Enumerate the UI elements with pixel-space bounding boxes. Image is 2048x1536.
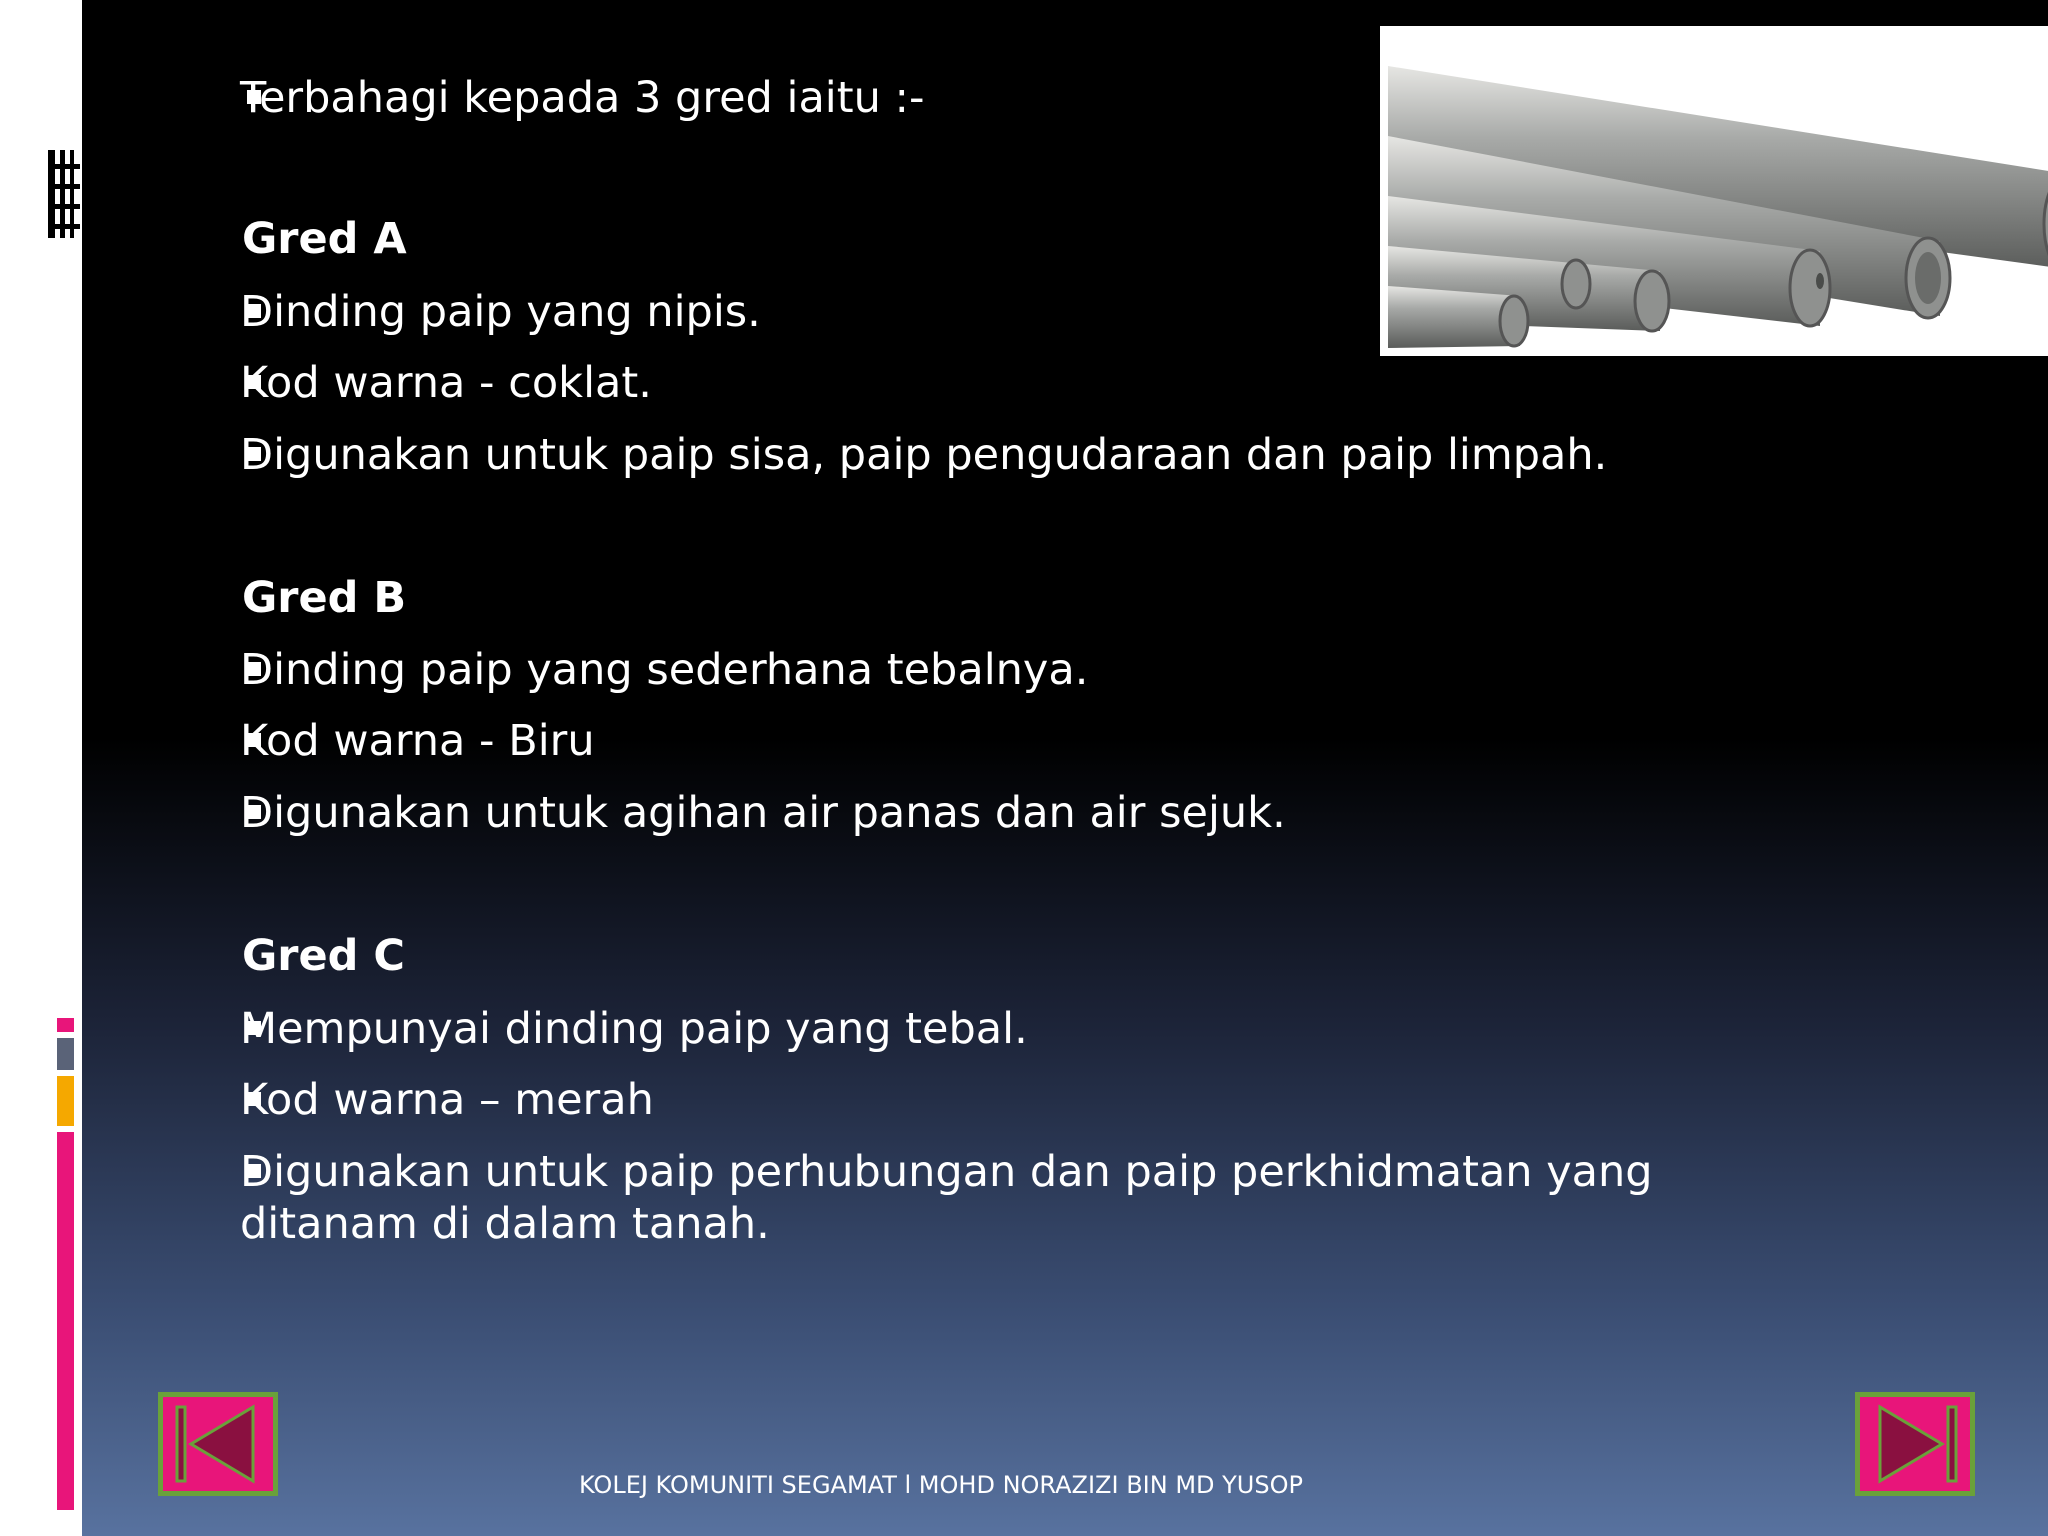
- grade-a-title: Gred A: [242, 214, 407, 264]
- grade-a-point-1: Dinding paip yang nipis.: [240, 287, 761, 337]
- grade-a-point-3: Digunakan untuk paip sisa, paip pengudaraan dan paip limpah.: [240, 430, 1608, 480]
- grade-b-point-3: Digunakan untuk agihan air panas dan air sejuk.: [240, 788, 1286, 838]
- accent-bar-orange: [57, 1076, 74, 1126]
- grade-c-point-3-continued: ditanam di dalam tanah.: [240, 1199, 770, 1249]
- grade-c-point-2: Kod warna – merah: [240, 1075, 654, 1125]
- next-slide-icon: [1860, 1397, 1970, 1491]
- decorative-lines-icon: [48, 150, 80, 238]
- grade-c-point-1: Mempunyai dinding paip yang tebal.: [240, 1004, 1028, 1054]
- intro-text: Terbahagi kepada 3 gred iaitu :-: [240, 73, 925, 123]
- accent-bar-gray: [57, 1038, 74, 1070]
- slide: [82, 0, 2048, 1536]
- slide-content: [82, 0, 2048, 1536]
- grade-a-point-2: Kod warna - coklat.: [240, 358, 652, 408]
- left-strip: [0, 0, 82, 1536]
- grade-c-point-3: Digunakan untuk paip perhubungan dan paip perkhidmatan yang: [240, 1147, 1653, 1197]
- grade-b-point-2: Kod warna - Biru: [240, 716, 595, 766]
- next-slide-button[interactable]: [1855, 1392, 1975, 1496]
- accent-bar-pink-long: [57, 1132, 74, 1510]
- previous-slide-icon: [163, 1397, 273, 1491]
- grade-b-point-1: Dinding paip yang sederhana tebalnya.: [240, 645, 1089, 695]
- grade-c-title: Gred C: [242, 931, 405, 981]
- accent-bar-pink-small: [57, 1018, 74, 1032]
- footer-credit: KOLEJ KOMUNITI SEGAMAT l MOHD NORAZIZI BIN MD YUSOP: [579, 1471, 1303, 1499]
- grade-b-title: Gred B: [242, 573, 407, 623]
- previous-slide-button[interactable]: [158, 1392, 278, 1496]
